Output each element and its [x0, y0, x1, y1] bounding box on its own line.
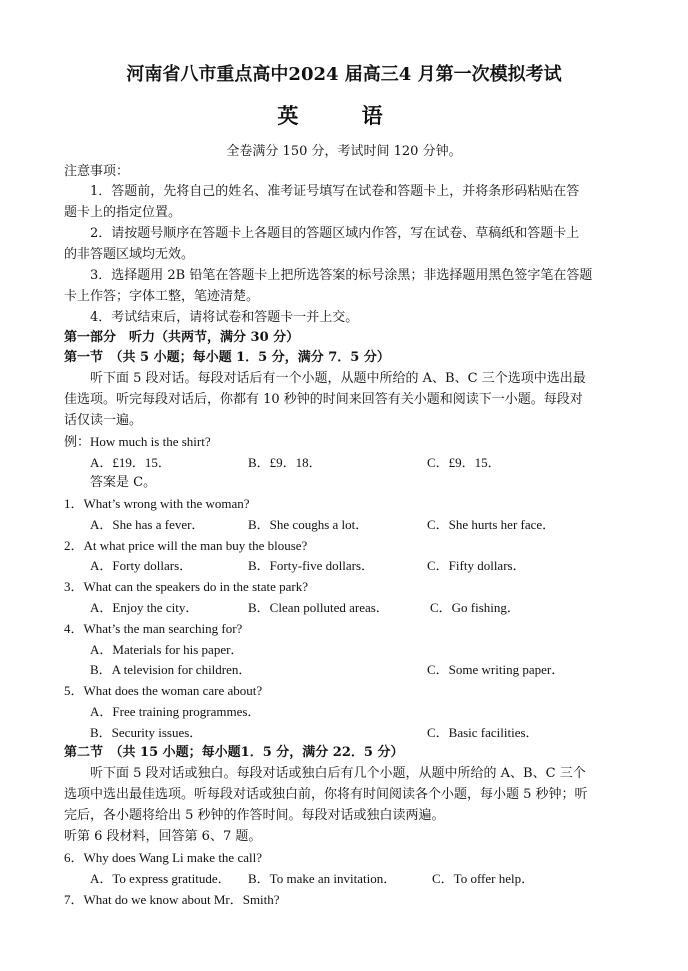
q5-option-c: C．Basic facilities．	[427, 725, 539, 740]
section2-instructions-2: 选项中选出最佳选项。听每段对话或独白前，你将有时间阅读各个小题，每小题 5 秒钟；听	[64, 787, 588, 802]
q2-option-b: B．Forty-five dollars．	[248, 558, 375, 573]
question-3: 3．What can the speakers do in the state park?	[64, 579, 309, 594]
example-option-c: C．£9．15．	[427, 455, 501, 470]
q6-option-a: A．To express gratitude．	[90, 871, 231, 886]
question-1: 1．What’s wrong with the woman?	[64, 496, 250, 511]
exam-title: 河南省八市重点高中2024 届高三4 月第一次模拟考试	[126, 64, 562, 85]
section1-instructions-2: 佳选项。听完每段对话后，你都有 10 秒钟的时间来回答有关小题和阅读下一小题。每段对	[64, 392, 583, 407]
question-4: 4．What’s the man searching for?	[64, 621, 243, 636]
q1-option-a: A．She has a fever．	[90, 517, 205, 532]
q3-option-c: C．Go fishing．	[430, 600, 520, 615]
section1-heading: 第一节 （共 5 小题；每小题 1．5 分，满分 7．5 分）	[64, 350, 390, 365]
example-option-a: A．£19．15．	[90, 455, 171, 470]
section1-instructions-3: 话仅读一遍。	[64, 413, 143, 428]
notice-item-4: 4．考试结束后，请将试卷和答题卡一并上交。	[90, 310, 359, 325]
subject-title: 英 语	[277, 103, 411, 128]
q6-option-b: B．To make an invitation．	[248, 871, 397, 886]
notice-item-1-cont: 题卡上的指定位置。	[64, 205, 182, 220]
notice-item-2: 2．请按题号顺序在答题卡上各题目的答题区域内作答，写在试卷、草稿纸和答题卡上	[90, 226, 580, 241]
q2-option-c: C．Fifty dollars．	[427, 558, 526, 573]
material-6-label: 听第 6 段材料，回答第 6、7 题。	[64, 829, 262, 844]
exam-meta: 全卷满分 150 分，考试时间 120 分钟。	[226, 144, 462, 159]
part1-heading: 第一部分 听力（共两节，满分 30 分）	[64, 330, 300, 345]
section2-instructions-1: 听下面 5 段对话或独白。每段对话或独白后有几个小题，从题中所给的 A、B、C 三个	[90, 766, 586, 781]
question-2: 2．At what price will the man buy the blouse?	[64, 538, 308, 553]
q4-option-c: C．Some writing paper．	[427, 662, 565, 677]
section1-instructions-1: 听下面 5 段对话。每段对话后有一个小题，从题中所给的 A、B、C 三个选项中选出最	[90, 371, 586, 386]
notice-item-1: 1．答题前，先将自己的姓名、准考证号填写在试卷和答题卡上，并将条形码粘贴在答	[90, 184, 580, 199]
example-question: 例：How much is the shirt?	[64, 434, 211, 449]
example-answer: 答案是 C。	[90, 475, 157, 490]
example-option-b: B．£9．18．	[248, 455, 322, 470]
notice-heading: 注意事项：	[64, 164, 130, 179]
q2-option-a: A．Forty dollars．	[90, 558, 193, 573]
q1-option-c: C．She hurts her face．	[427, 517, 556, 532]
q1-option-b: B．She coughs a lot．	[248, 517, 369, 532]
question-6: 6．Why does Wang Li make the call?	[64, 850, 262, 865]
q6-option-c: C．To offer help．	[432, 871, 535, 886]
notice-item-3-cont: 卡上作答；字体工整，笔迹清楚。	[64, 289, 260, 304]
section2-instructions-3: 完后，各小题将给出 5 秒钟的作答时间。每段对话或独白读两遍。	[64, 808, 445, 823]
q4-option-b: B．A television for children．	[90, 662, 252, 677]
question-7: 7．What do we know about Mr．Smith?	[64, 892, 280, 907]
q4-option-a: A．Materials for his paper．	[90, 642, 244, 657]
q3-option-b: B．Clean polluted areas．	[248, 600, 389, 615]
notice-item-3: 3．选择题用 2B 铅笔在答题卡上把所选答案的标号涂黑；非选择题用黑色签字笔在答题	[90, 268, 593, 283]
notice-item-2-cont: 的非答题区域均无效。	[64, 247, 195, 262]
question-5: 5．What does the woman care about?	[64, 683, 263, 698]
q3-option-a: A．Enjoy the city．	[90, 600, 199, 615]
q5-option-a: A．Free training programmes．	[90, 704, 261, 719]
section2-heading: 第二节 （共 15 小题；每小题1．5 分，满分 22．5 分）	[64, 745, 404, 760]
q5-option-b: B．Security issues．	[90, 725, 203, 740]
